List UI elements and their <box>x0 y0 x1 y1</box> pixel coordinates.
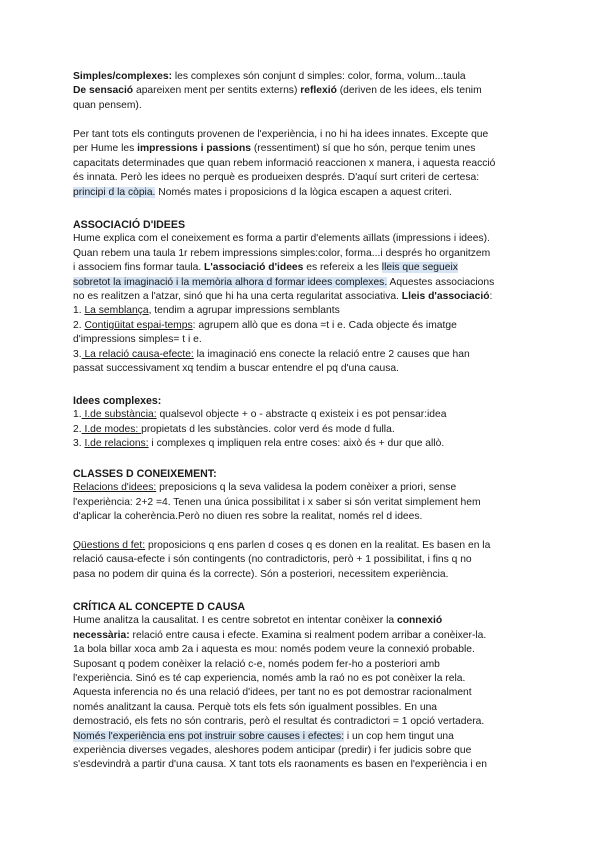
text-line: d'impressions simples= t i e. <box>73 334 202 346</box>
text-line: Simples/complexes: les complexes són conjunt d simples: color, forma, volum...taula <box>73 71 466 82</box>
text-line: pasa no podem dir quina és la correcte). Són a posteriori, necessitem experiència. <box>73 568 449 580</box>
text-line: i associem fins formar taula. L'associació d'idees es refereix a les lleis que segueix <box>73 262 458 274</box>
section-simples-complexes <box>73 70 535 113</box>
text-line: Hume explica com el coneixement es forma a partir d'elements aïllats (impressions i idees). <box>73 233 490 245</box>
text-line: quan pensem). <box>73 99 142 111</box>
highlight: principi d la còpia. <box>73 186 156 198</box>
text-line: l'experiència. Sinó es té cap experiencia, només amb la raó no es pot conèixer la rela. <box>73 672 466 684</box>
text-line: sobretot la imaginació i la memòria alhora d formar idees complexes. Aquestes associacions <box>73 276 495 288</box>
text-line: Aquesta inferencia no és una relació d'idees, per tant no es pot demostrar racionalment <box>73 687 472 699</box>
text-line: no es realitzen a l'atzar, sinó que hi ha una certa regularitat associativa. Lleis d'associació: <box>73 290 493 302</box>
text-line: 1a bola billar xoca amb 2a i aquesta es mou: només podem veure la connexió probable. <box>73 644 475 656</box>
list-item: 1. I.de substància: qualsevol objecte + o - abstracte q existeix i es pot pensar:idea <box>73 409 447 421</box>
text-line: relació causa-efecte i són contingents (no contradictoris, però + 1 possibilitat, i fins q no <box>73 554 472 566</box>
text-line: l'experiència: 2+2 =4. Tenen una única possibilitat i x saber si són veritat simplement hem <box>73 496 481 508</box>
text-line: Quan rebem una taula 1r rebem impressions simples:color, forma...i després ho organitzem <box>73 247 491 259</box>
highlight: sobretot la imaginació i la memòria alhora d formar idees complexes. <box>73 276 388 288</box>
section-heading: Idees complexes: <box>73 395 162 407</box>
text-line: De sensació apareixen ment per sentits externs) reflexió (deriven de les idees, els tenim <box>73 85 482 97</box>
text-line: demostració, els fets no són contraris, però el resultat és contradictori = 1 opció vertadera. <box>73 716 485 728</box>
section-heading: CLASSES D CONEIXEMENT: <box>73 468 217 480</box>
text-line: d'aplicar la coherència.Però no diuen res sobre la realitat, només rel d idees. <box>73 511 423 523</box>
text-line: Qüestions d fet: proposicions q ens parlen d coses q es donen en la realitat. Es basen en la <box>73 539 491 551</box>
section-critica-causa <box>73 600 535 773</box>
text-line: només analitzant la causa. Perquè tots els fets són igualment possibles. En una <box>73 701 438 713</box>
text-line: Relacions d'idees: preposicions q la seva validesa la podem conèixer a priori, sense <box>73 482 457 494</box>
section-idees-complexes <box>73 394 535 452</box>
list-item: 2. I.de modes: propietats d les substàncies. color verd és mode d fulla. <box>73 423 395 435</box>
list-item: 3. La relació causa-efecte: la imaginació ens conecte la relació entre 2 causes que han <box>73 348 470 360</box>
section-copy-principle <box>73 128 535 200</box>
text-line: Hume analitza la causalitat. I es centre sobretot en intentar conèixer la connexió <box>73 615 443 627</box>
section-associacio-idees <box>73 218 535 376</box>
text-line: Suposant q podem conèixer la relació c-e, només podem fer-ho a posteriori amb <box>73 658 440 670</box>
list-item: 3. I.de relacions: i complexes q impliquen rela entre coses: això és + dur que allò. <box>73 438 445 450</box>
text-line: principi d la còpia. Només mates i proposicions d la lògica escapen a aquest criteri. <box>73 186 452 198</box>
highlight: lleis que segueix <box>381 262 458 274</box>
text-line: necessària: relació entre causa i efecte. Examina si realment podem arribar a conèixer-la. <box>73 629 487 641</box>
section-heading: CRÍTICA AL CONCEPTE D CAUSA <box>73 601 246 613</box>
text-line: s'esdevindrà a partir d'una causa. X tant tots els raonaments es basen en l'experiència i en <box>73 759 488 771</box>
text-line: capacitats determinades que quan rebem informació reaccionen x manera, i aquesta reacció <box>73 157 496 169</box>
text-line: passat successivament xq tendim a buscar entendre el pq d'una causa. <box>73 362 399 374</box>
text-line: experiència diverses vegades, aleshores podem anticipar (predir) i fer judicis sobre que <box>73 744 472 756</box>
list-item: 2. Contigüitat espai-temps: agrupem allò que es dona =t i e. Cada objecte és imatge <box>73 319 457 331</box>
highlight: Només l'experiència ens pot instruir sobre causes i efectes: <box>73 730 344 742</box>
text-line: és innata. Però les idees no perquè es produeixen després. D'aquí surt criteri de certesa: <box>73 172 480 184</box>
section-classes-coneixement <box>73 467 535 582</box>
text-line: Per tant tots els continguts provenen de l'experiència, i no hi ha idees innates. Excepte que <box>73 129 489 140</box>
text-line: per Hume les impressions i passions (ressentiment) sí que ho són, perque tenim unes <box>73 143 476 155</box>
text-line: Només l'experiència ens pot instruir sobre causes i efectes: i un cop hem tingut una <box>73 730 454 742</box>
section-heading: ASSOCIACIÓ D'IDEES <box>73 219 186 231</box>
list-item: 1. La semblança, tendim a agrupar impressions semblants <box>73 305 340 317</box>
